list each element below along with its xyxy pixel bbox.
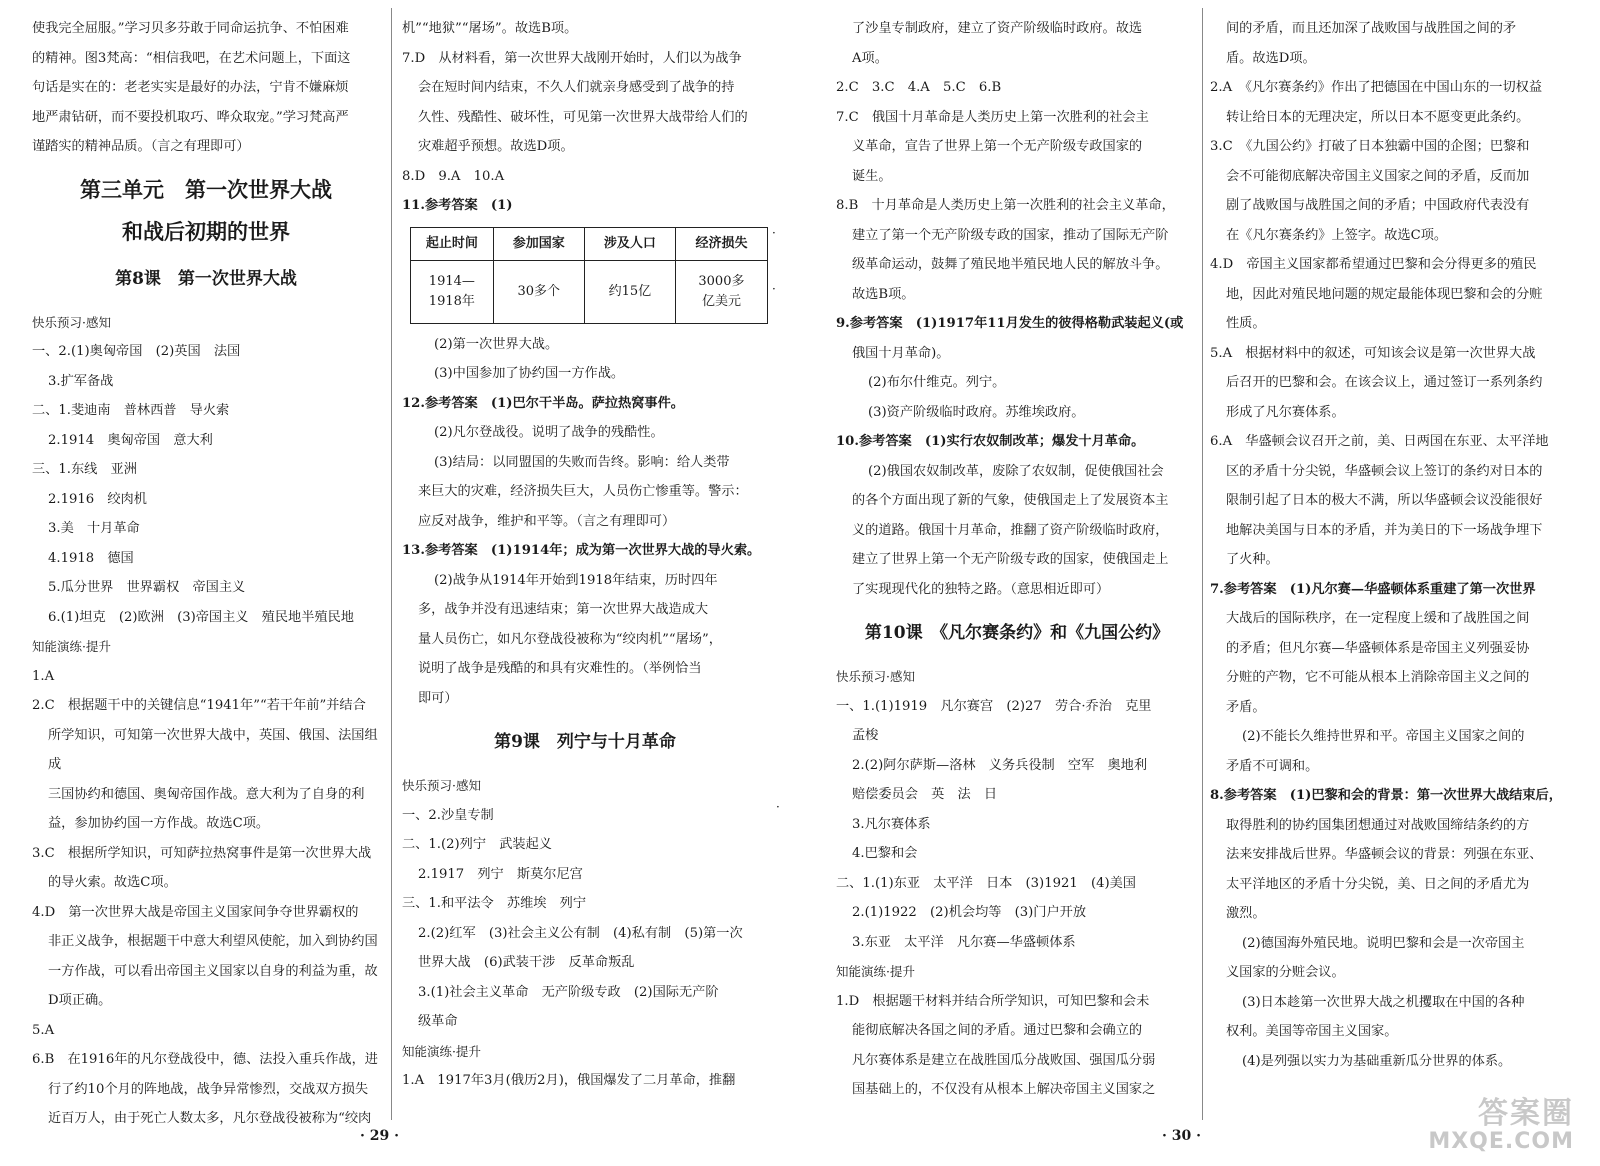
answer-line: 益，参加协约国一方作战。故选C项。: [48, 816, 270, 831]
answer-line: 激烈。: [1226, 906, 1266, 921]
answer-line: 6.(1)坦克 (2)欧洲 (3)帝国主义 殖民地半殖民地: [48, 609, 354, 625]
table-cell: 30多个: [493, 260, 584, 323]
section-practice-heading: 知能演练·提升: [32, 639, 111, 654]
lesson-10-title: 第10课 《凡尔赛条约》和《九国公约》: [864, 623, 1170, 643]
answer-line: 三、1.和平法令 苏维埃 列宁: [402, 896, 587, 911]
answer-line: 赔偿委员会 英 法 日: [852, 787, 998, 802]
answer-line: 世界大战 (6)武装干涉 反革命叛乱: [418, 955, 635, 970]
answer-line: 量人员伤亡，如凡尔登战役被称为“绞肉机”“屠场”，: [418, 631, 722, 647]
answer-line: 性质。: [1226, 316, 1266, 331]
answer-line: 国基础上的，不仅没有从根本上解决帝国主义国家之: [852, 1082, 1156, 1097]
intro-line: 句话是实在的：老老实实是最好的办法，宁肯不嫌麻烦: [32, 80, 349, 95]
registration-mark-top: ·: [772, 226, 776, 240]
answer-line: 建立了第一个无产阶级专政的国家，推动了国际无产阶: [852, 227, 1169, 243]
answer-line: 3.C 《九国公约》打破了日本独霸中国的企图；巴黎和: [1210, 139, 1530, 154]
section-preview-heading: 快乐预习·感知: [836, 669, 915, 684]
answer-line: 5.A 根据材料中的叙述，可知该会议是第一次世界大战: [1210, 345, 1536, 361]
section-practice-heading: 知能演练·提升: [836, 964, 915, 979]
war-info-table: [410, 227, 768, 324]
answer-line: 级革命运动，鼓舞了殖民地半殖民地人民的解放斗争。: [852, 257, 1169, 272]
answer-line: 3.(1)社会主义革命 无产阶级专政 (2)国际无产阶: [418, 984, 719, 1000]
answer-line: 诞生。: [852, 168, 892, 184]
intro-line: 的精神。图3梵高：“相信我吧，在艺术问题上，下面这: [32, 50, 351, 66]
table-cell: 约15亿: [584, 260, 675, 323]
answer-line: 级革命: [418, 1014, 458, 1029]
answer-line: 1.D 根据题干材料并结合所学知识，可知巴黎和会未: [836, 993, 1150, 1009]
answer-line: 义国家的分赃会议。: [1226, 965, 1345, 980]
answer-line: 矛盾不可调和。: [1226, 758, 1319, 774]
answer-line: 后召开的巴黎和会。在该会议上，通过签订一系列条约: [1226, 375, 1543, 390]
answer-line: 的各个方面出现了新的气象，使俄国走上了发展资本主: [852, 493, 1169, 508]
lesson-9-title: 第9课 列宁与十月革命: [494, 732, 676, 752]
answer-line: (3)资产阶级临时政府。苏维埃政府。: [868, 404, 1085, 420]
answer-line: A项。: [852, 50, 888, 66]
answer-line: 5.A: [32, 1022, 55, 1038]
answer-line: (2)不能长久维持世界和平。帝国主义国家之间的: [1242, 729, 1525, 744]
answer-line: (3)中国参加了协约国一方作战。: [434, 366, 625, 381]
answer-line: 建立了世界上第一个无产阶级专政的国家，使俄国走上: [852, 552, 1169, 567]
unit-title-line-2: 和战后初期的世界: [122, 218, 290, 244]
answer-line: 近百万人，由于死亡人数太多，凡尔登战役被称为“绞肉: [48, 1111, 372, 1126]
answer-line: 3.扩军备战: [48, 373, 114, 389]
answer-line: D项正确。: [48, 993, 112, 1008]
answer-line: 3.C 根据所学知识，可知萨拉热窝事件是第一次世界大战: [32, 845, 372, 861]
answer-line: 的矛盾；但凡尔赛—华盛顿体系是帝国主义列强妥协: [1226, 640, 1530, 656]
section-practice-heading: 知能演练·提升: [402, 1043, 481, 1059]
answer-line: (3)结局：以同盟国的失败而告终。影响：给人类带: [434, 454, 730, 470]
answer-line: 转让给日本的无理决定，所以日本不愿变更此条约。: [1226, 109, 1530, 125]
answer-line: 地，因此对殖民地问题的规定最能体现巴黎和会的分赃: [1226, 286, 1543, 302]
answer-line: (2)战争从1914年开始到1918年结束，历时四年: [434, 572, 718, 588]
answer-line: (2)俄国农奴制改革，废除了农奴制，促使俄国社会: [868, 463, 1164, 479]
answer-line: 1.A 1917年3月(俄历2月)，俄国爆发了二月革命，推翻: [402, 1073, 736, 1088]
answer-line: 区的矛盾十分尖锐，华盛顿会议上签订的条约对日本的: [1226, 463, 1543, 479]
answer-line: 大战后的国际秩序，在一定程度上缓和了战胜国之间: [1226, 611, 1530, 626]
answer-line: 7.C 俄国十月革命是人类历史上第一次胜利的社会主: [836, 109, 1149, 125]
answer-line: 4.1918 德国: [48, 550, 134, 566]
answer-line: 地解决美国与日本的矛盾，并为美日的下一场战争埋下: [1226, 522, 1543, 538]
answer-line: 3.美 十月革命: [48, 521, 140, 536]
answer-line: 了火种。: [1226, 552, 1279, 567]
column-divider-left: [391, 8, 392, 1120]
registration-mark-mid: ·: [772, 282, 776, 296]
answer-line: 法来安排战后世界。华盛顿会议的背景：列强在东亚、: [1226, 847, 1543, 862]
answer-line: 一方作战，可以看出帝国主义国家以自身的利益为重，故: [48, 963, 378, 979]
answer-line: (2)凡尔登战役。说明了战争的残酷性。: [434, 425, 664, 440]
column-2: [402, 14, 768, 1096]
answer-line: 俄国十月革命)。: [852, 345, 950, 361]
answer-line: 4.巴黎和会: [852, 846, 918, 861]
answer-line: 6.B 在1916年的凡尔登战役中，德、法投入重兵作战，进: [32, 1052, 378, 1067]
answer-line: 三国协约和德国、奥匈帝国作战。意大利为了自身的利: [48, 786, 365, 802]
answer-line: 义的道路。俄国十月革命，推翻了资产阶级临时政府，: [852, 522, 1169, 538]
answer-line: 2.1914 奥匈帝国 意大利: [48, 432, 213, 448]
answer-line: 限制引起了日本的极大不满，所以华盛顿会议没能很好: [1226, 493, 1543, 508]
answer-line: 取得胜利的协约国集团想通过对战败国缔结条约的方: [1226, 817, 1530, 833]
table-header-cell: 参加国家: [493, 227, 584, 260]
table-cell: 1914— 1918年: [411, 260, 494, 323]
answer-line: 2.(2)阿尔萨斯—洛林 义务兵役制 空军 奥地利: [852, 757, 1148, 773]
watermark-text-big: 答案圈: [1478, 1096, 1574, 1131]
answer-line: 义革命，宣告了世界上第一个无产阶级专政国家的: [852, 139, 1143, 154]
answer-line: 11.参考答案 (1): [402, 198, 513, 213]
answer-line: 1.A: [32, 668, 55, 684]
answer-line: 的导火索。故选C项。: [48, 875, 177, 890]
answer-line: 灾难超乎预想。故选D项。: [418, 139, 574, 154]
answer-line: 久性、残酷性、破坏性，可见第一次世界大战带给人们的: [418, 109, 748, 125]
answer-line: 8.D 9.A 10.A: [402, 168, 505, 184]
answer-line: 盾。故选D项。: [1226, 50, 1316, 66]
answer-line: 二、1.(2)列宁 武装起义: [402, 837, 552, 852]
answer-line: 3.凡尔赛体系: [852, 816, 931, 832]
answer-line: 2.(1)1922 (2)机会均等 (3)门户开放: [852, 905, 1087, 920]
answer-line: 矛盾。: [1226, 699, 1266, 715]
table-row: [411, 260, 768, 323]
answer-line: 非正义战争，根据题干中意大利望风使舵，加入到协约国: [48, 934, 378, 949]
answer-line: 2.C 3.C 4.A 5.C 6.B: [836, 80, 1002, 95]
answer-line: 9.参考答案 (1)1917年11月发生的彼得格勒武装起义(或: [836, 316, 1184, 331]
answer-line: 一、2.(1)奥匈帝国 (2)英国 法国: [32, 344, 241, 359]
answer-line: 一、2.沙皇专制: [402, 807, 494, 823]
answer-line: (2)德国海外殖民地。说明巴黎和会是一次帝国主: [1242, 935, 1525, 951]
answer-line: 孟梭: [852, 728, 879, 743]
answer-line: 2.A 《凡尔赛条约》作出了把德国在中国山东的一切权益: [1210, 80, 1543, 95]
table-header-cell: 起止时间: [411, 227, 494, 260]
answer-line: 了沙皇专制政府，建立了资产阶级临时政府。故选: [852, 21, 1143, 36]
answer-line: 2.1917 列宁 斯莫尔尼宫: [418, 866, 583, 882]
answer-line: 在《凡尔赛条约》上签字。故选C项。: [1226, 227, 1448, 243]
section-preview-heading: 快乐预习·感知: [32, 314, 111, 330]
answer-line: 7.参考答案 (1)凡尔赛—华盛顿体系重建了第一次世界: [1210, 581, 1536, 597]
answer-line: 一、1.(1)1919 凡尔赛宫 (2)27 劳合·乔治 克里: [836, 698, 1152, 714]
answer-line: 8.B 十月革命是人类历史上第一次胜利的社会主义革命，: [836, 198, 1175, 213]
answer-line: (4)是列强以实力为基础重新瓜分世界的体系。: [1242, 1053, 1512, 1069]
answer-line: 7.D 从材料看，第一次世界大战刚开始时，人们以为战争: [402, 50, 742, 66]
answer-line: 了实现现代化的独特之路。（意思相近即可）: [852, 581, 1110, 597]
answer-line: (2)第一次世界大战。: [434, 336, 559, 352]
answer-line: 4.D 第一次世界大战是帝国主义国家间争夺世界霸权的: [32, 904, 359, 920]
answer-line: 多，战争并没有迅速结束；第一次世界大战造成大: [418, 602, 709, 617]
answer-line: 行了约10个月的阵地战，战争异常惨烈，交战双方损失: [48, 1081, 369, 1097]
answer-line: 2.1916 绞肉机: [48, 491, 147, 507]
answer-line: 即可）: [418, 690, 458, 706]
intro-line: 使我完全屈服。”学习贝多芬敢于同命运抗争、不怕困难: [32, 21, 349, 36]
answer-line: 二、1.斐迪南 普林西普 导火索: [32, 403, 230, 418]
answer-line: 所学知识，可知第一次世界大战中，英国、俄国、法国组成: [48, 727, 378, 772]
answer-line: 能彻底解决各国之间的矛盾。通过巴黎和会确立的: [852, 1023, 1143, 1038]
column-4: [1210, 14, 1566, 1076]
answer-line: (2)布尔什维克。列宁。: [868, 375, 1006, 390]
answer-line: 4.D 帝国主义国家都希望通过巴黎和会分得更多的殖民: [1210, 257, 1537, 272]
answer-line: (3)日本趁第一次世界大战之机攫取在中国的各种: [1242, 994, 1525, 1010]
registration-mark-right: ·: [776, 800, 780, 814]
page-number-right: · 30 ·: [1162, 1128, 1201, 1144]
watermark: [1428, 1098, 1574, 1154]
answer-line: 12.参考答案 (1)巴尔干半岛。萨拉热窝事件。: [402, 395, 684, 411]
page-number-left: · 29 ·: [360, 1128, 399, 1144]
answer-line: 5.瓜分世界 世界霸权 帝国主义: [48, 580, 246, 595]
answer-line: 形成了凡尔赛体系。: [1226, 404, 1345, 420]
table-cell: 3000多 亿美元: [675, 260, 767, 323]
answer-line: 来巨大的灾难，经济损失巨大，人员伤亡惨重等。警示：: [418, 484, 748, 499]
column-1: [32, 14, 380, 1134]
answer-line: 2.(2)红军 (3)社会主义公有制 (4)私有制 (5)第一次: [418, 925, 743, 941]
answer-line: 机”“地狱”“屠场”。故选B项。: [402, 21, 578, 36]
answer-line: 剧了战败国与战胜国之间的矛盾；中国政府代表没有: [1226, 198, 1530, 213]
table-header-cell: 经济损失: [675, 227, 767, 260]
answer-line: 会不可能彻底解决帝国主义国家之间的矛盾，反而加: [1226, 168, 1530, 184]
answer-line: 间的矛盾，而且还加深了战败国与战胜国之间的矛: [1226, 21, 1517, 36]
answer-line: 二、1.(1)东亚 太平洋 日本 (3)1921 (4)美国: [836, 875, 1136, 891]
intro-line: 地严肃钻研，而不要投机取巧、哗众取宠。”学习梵高严: [32, 109, 349, 125]
unit-title-line-1: 第三单元 第一次世界大战: [80, 176, 332, 202]
answer-line: 8.参考答案 (1)巴黎和会的背景：第一次世界大战结束后，: [1210, 788, 1562, 803]
answer-line: 故选B项。: [852, 286, 915, 302]
answer-line: 凡尔赛体系是建立在战胜国瓜分战败国、强国瓜分弱: [852, 1052, 1156, 1068]
watermark-text-small: MXQE.COM: [1428, 1129, 1574, 1154]
answer-line: 分赃的产物，它不可能从根本上消除帝国主义之间的: [1226, 670, 1530, 685]
answer-line: 6.A 华盛顿会议召开之前，美、日两国在东亚、太平洋地: [1210, 434, 1549, 449]
answer-line: 13.参考答案 (1)1914年；成为第一次世界大战的导火索。: [402, 543, 761, 558]
answer-line: 10.参考答案 (1)实行农奴制改革；爆发十月革命。: [836, 434, 1145, 449]
table-header-row: [411, 227, 768, 260]
answer-line: 会在短时间内结束，不久人们就亲身感受到了战争的持: [418, 80, 735, 95]
answer-line: 应反对战争，维护和平等。（言之有理即可）: [418, 513, 676, 529]
column-divider-right: [1202, 8, 1203, 1120]
answer-line: 2.C 根据题干中的关键信息“1941年”“若干年前”并结合: [32, 698, 366, 713]
answer-line: 太平洋地区的矛盾十分尖锐，美、日之间的矛盾尤为: [1226, 876, 1530, 892]
column-3: [836, 14, 1198, 1105]
intro-line: 谨踏实的精神品质。（言之有理即可）: [32, 139, 250, 154]
answer-line: 3.东亚 太平洋 凡尔赛—华盛顿体系: [852, 934, 1076, 950]
table-header-cell: 涉及人口: [584, 227, 675, 260]
lesson-8-title: 第8课 第一次世界大战: [115, 268, 297, 289]
answer-line: 权利。美国等帝国主义国家。: [1226, 1024, 1398, 1039]
answer-line: 说明了战争是残酷的和具有灾难性的。（举例恰当: [418, 661, 702, 676]
section-preview-heading: 快乐预习·感知: [402, 778, 481, 793]
answer-line: 三、1.东线 亚洲: [32, 462, 137, 477]
